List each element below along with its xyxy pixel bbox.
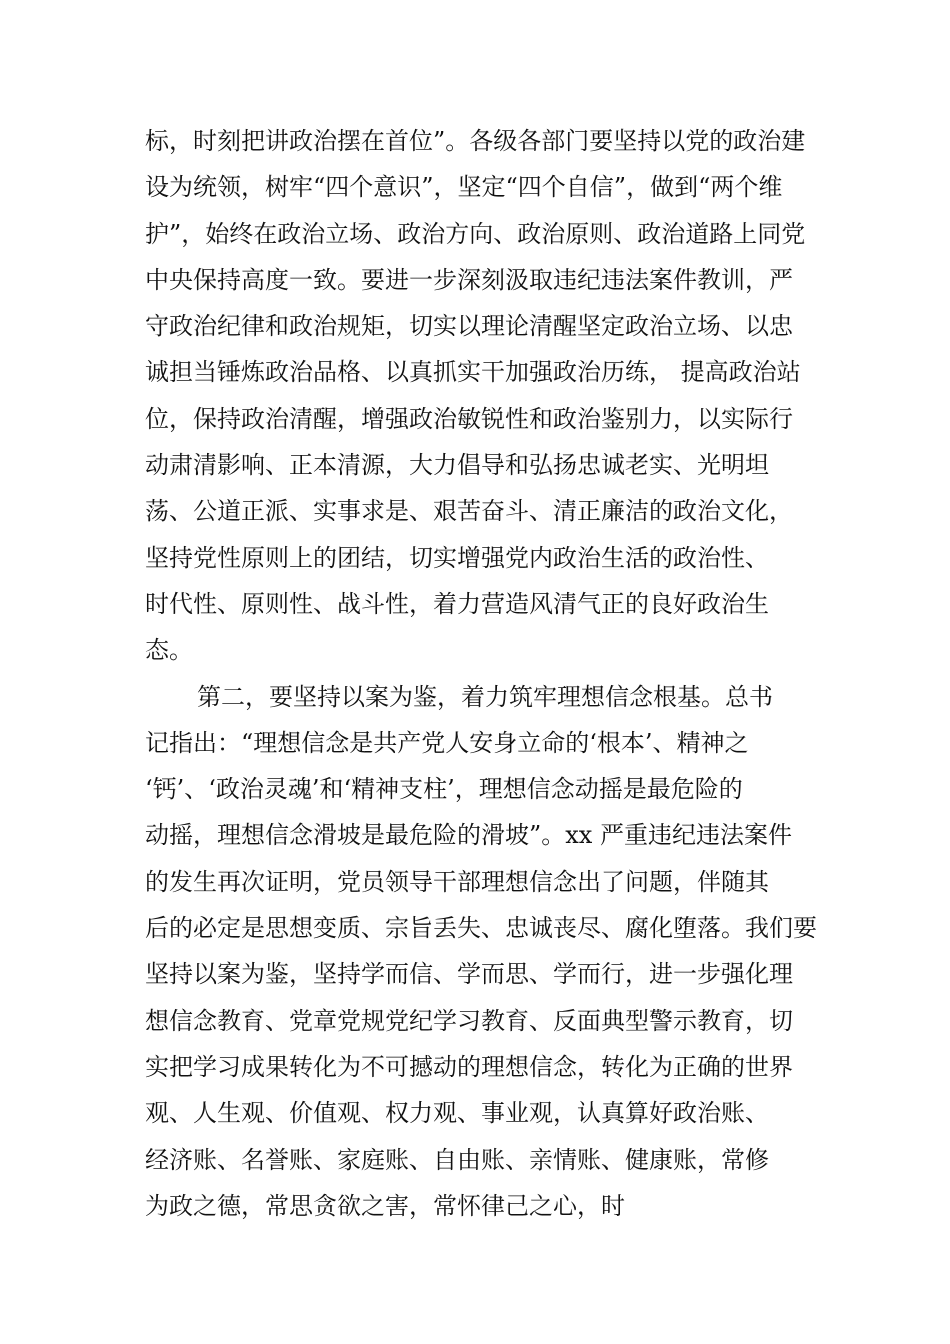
text-line: 设为统领，树牢“四个意识”，坚定“四个自信”，做到“两个维 xyxy=(145,173,783,202)
text-line: 守政治纪律和政治规矩，切实以理论清醒坚定政治立场、以忠 xyxy=(145,312,793,341)
text-line: 动摇，理想信念滑坡是最危险的滑坡”。xx 严重违纪违法案件 xyxy=(145,821,792,850)
text-line: 第二，要坚持以案为鉴，着力筑牢理想信念根基。总书 xyxy=(197,682,773,711)
text-line: 标，时刻把讲政治摆在首位”。各级各部门要坚持以党的政治建 xyxy=(145,127,806,155)
text-line: 护”，始终在政治立场、政治方向、政治原则、政治道路上同党 xyxy=(145,219,806,248)
text-line: 坚持党性原则上的团结，切实增强党内政治生活的政治性、 xyxy=(145,543,769,572)
text-line: 位，保持政治清醒，增强政治敏锐性和政治鉴别力，以实际行 xyxy=(145,404,793,433)
text-line: ‘钙’、‘政治灵魂’和‘精神支柱’，理想信念动摇是最危险的 xyxy=(145,775,743,804)
text-line: 经济账、名誉账、家庭账、自由账、亲情账、健康账，常修 xyxy=(145,1145,769,1174)
text-line: 的发生再次证明，党员领导干部理想信念出了问题，伴随其 xyxy=(145,867,769,896)
text-line: 后的必定是思想变质、宗旨丢失、忠诚丧尽、腐化堕落。我们要 xyxy=(145,914,817,943)
text-line: 时代性、原则性、战斗性，着力营造风清气正的良好政治生 xyxy=(145,589,769,618)
text-line: 荡、公道正派、实事求是、艰苦奋斗、清正廉洁的政治文化， xyxy=(145,497,793,526)
text-line: 记指出：“理想信念是共产党人安身立命的‘根本’、精神之 xyxy=(145,728,749,757)
body-text xyxy=(145,118,825,1229)
text-line: 为政之德，常思贪欲之害，常怀律己之心，时 xyxy=(145,1191,625,1220)
text-line: 实把学习成果转化为不可撼动的理想信念，转化为正确的世界 xyxy=(145,1052,793,1081)
text-line: 想信念教育、党章党规党纪学习教育、反面典型警示教育，切 xyxy=(145,1006,793,1035)
text-line: 态。 xyxy=(145,636,193,665)
paragraph-2 xyxy=(145,674,825,1230)
text-line: 中央保持高度一致。要进一步深刻汲取违纪违法案件教训，严 xyxy=(145,265,793,294)
text-line: 诚担当锤炼政治品格、以真抓实干加强政治历练， 提高政治站 xyxy=(145,358,801,387)
text-line: 观、人生观、价值观、权力观、事业观，认真算好政治账、 xyxy=(145,1099,769,1128)
paragraph-1 xyxy=(145,118,825,674)
text-line: 坚持以案为鉴，坚持学而信、学而思、学而行，进一步强化理 xyxy=(145,960,793,989)
text-line: 动肃清影响、正本清源，大力倡导和弘扬忠诚老实、光明坦 xyxy=(145,451,769,480)
